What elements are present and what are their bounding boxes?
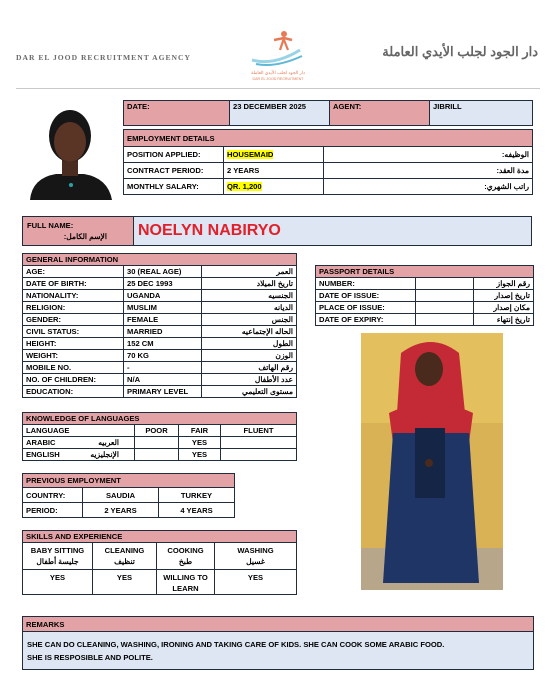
dob-value: 25 DEC 1993 <box>124 278 202 290</box>
religion-value: MUSLIM <box>124 302 202 314</box>
agent-value: JIBRILL <box>430 101 533 126</box>
remarks-table <box>22 616 534 670</box>
weight-label-ar: الوزن <box>202 350 297 362</box>
cooking-header <box>157 543 215 570</box>
poor-header: POOR <box>135 425 179 437</box>
previous-employment-table <box>22 473 235 518</box>
general-row <box>23 338 297 350</box>
contract-label: CONTRACT PERIOD: <box>124 163 224 179</box>
education-label: EDUCATION: <box>23 386 124 398</box>
passport-row <box>316 302 534 314</box>
country-1: SAUDIA <box>83 488 159 503</box>
cooking-value-line1: WILLING TO <box>163 573 208 582</box>
salary-value-text: QR. 1,200 <box>227 182 262 191</box>
full-body-photo <box>361 333 503 590</box>
logo-sub-en: DAR EL JOOD RECRUITMENT <box>252 77 304 81</box>
cooking-ar: طبخ <box>178 557 193 566</box>
languages-header-row <box>23 425 297 437</box>
contract-label-ar: مدة العقد: <box>324 163 533 179</box>
cooking-en: COOKING <box>167 546 204 555</box>
passport-number-label: NUMBER: <box>316 278 416 290</box>
dob-label-ar: تاريخ الميلاد <box>202 278 297 290</box>
washing-ar: غسيل <box>246 557 265 566</box>
name-label-ar: الإسم الكامل: <box>63 232 107 241</box>
fluent-header: FLUENT <box>221 425 297 437</box>
remarks-line-1: SHE CAN DO CLEANING, WASHING, IRONING AND TAKING CARE OF KIDS. SHE CAN COOK SOME ARABIC FOOD. <box>27 639 445 649</box>
country-row <box>23 488 235 503</box>
arabic-cell <box>23 437 135 449</box>
english-poor <box>135 449 179 461</box>
english-label-ar: الإنجليزيه <box>90 450 119 459</box>
cooking-value-line2: LEARN <box>172 584 199 593</box>
contract-value: 2 YEARS <box>224 163 324 179</box>
cleaning-header <box>93 543 157 570</box>
position-label-ar: الوظيفه: <box>324 147 533 163</box>
agency-logo <box>244 26 312 84</box>
passport-number-value <box>416 278 474 290</box>
issue-date-value <box>416 290 474 302</box>
english-label: ENGLISH <box>26 450 60 459</box>
contract-row <box>124 163 533 179</box>
portrait-photo <box>20 100 120 200</box>
general-row <box>23 266 297 278</box>
date-label: DATE: <box>124 101 230 126</box>
english-fluent <box>221 449 297 461</box>
general-row <box>23 278 297 290</box>
position-value-text: HOUSEMAID <box>227 150 274 159</box>
passport-row <box>316 290 534 302</box>
salary-label: MONTHLY SALARY: <box>124 179 224 195</box>
general-row <box>23 350 297 362</box>
employment-table <box>123 129 533 195</box>
weight-value: 70 KG <box>124 350 202 362</box>
skills-title: SKILLS AND EXPERIENCE <box>23 531 297 543</box>
fair-header: FAIR <box>179 425 221 437</box>
name-value-cell <box>133 216 532 246</box>
nationality-label: NATIONALITY: <box>23 290 124 302</box>
period-label: PERIOD: <box>23 503 83 518</box>
general-row <box>23 302 297 314</box>
period-1: 2 YEARS <box>83 503 159 518</box>
name-label: FULL NAME: <box>27 221 74 230</box>
header-divider <box>16 88 540 89</box>
arabic-poor <box>135 437 179 449</box>
date-row <box>124 101 533 126</box>
period-row <box>23 503 235 518</box>
agency-name-en: DAR EL JOOD RECRUITMENT AGENCY <box>16 53 192 62</box>
arabic-fluent <box>221 437 297 449</box>
country-2: TURKEY <box>159 488 235 503</box>
previous-title: PREVIOUS EMPLOYMENT <box>23 474 235 488</box>
passport-row <box>316 278 534 290</box>
children-label: NO. OF CHILDREN: <box>23 374 124 386</box>
gender-value: FEMALE <box>124 314 202 326</box>
washing-header <box>215 543 297 570</box>
education-value: PRIMARY LEVEL <box>124 386 202 398</box>
salary-value <box>224 179 324 195</box>
passport-number-label-ar: رقم الجواز <box>474 278 534 290</box>
lang-header: LANGUAGE <box>23 425 135 437</box>
passport-title: PASSPORT DETAILS <box>316 266 534 278</box>
gender-label-ar: الجنس <box>202 314 297 326</box>
general-row <box>23 374 297 386</box>
religion-label-ar: الديانه <box>202 302 297 314</box>
religion-label: RELIGION: <box>23 302 124 314</box>
language-row <box>23 437 297 449</box>
salary-row <box>124 179 533 195</box>
mobile-value: - <box>124 362 202 374</box>
skills-table <box>22 530 297 595</box>
baby-sitting-ar: جليسة أطفال <box>36 557 79 566</box>
general-row <box>23 362 297 374</box>
issue-place-value <box>416 302 474 314</box>
cleaning-en: CLEANING <box>104 546 145 555</box>
washing-en: WASHING <box>237 546 274 555</box>
baby-sitting-en: BABY SITTING <box>30 546 85 555</box>
top-info-table <box>123 100 533 132</box>
position-value <box>224 147 324 163</box>
date-value: 23 DECEMBER 2025 <box>230 101 330 126</box>
agent-label: AGENT: <box>330 101 430 126</box>
country-label: COUNTRY: <box>23 488 83 503</box>
civil-status-label: CIVIL STATUS: <box>23 326 124 338</box>
salary-label-ar: راتب الشهري: <box>324 179 533 195</box>
age-label-ar: العمر <box>202 266 297 278</box>
expiry-date-label: DATE OF EXPIRY: <box>316 314 416 326</box>
remarks-body <box>23 632 534 670</box>
general-title: GENERAL INFORMATION <box>23 254 297 266</box>
agency-name-ar: دار الجود لجلب الأيدي العاملة <box>382 44 538 59</box>
arabic-label-ar: العربيه <box>98 438 119 447</box>
remarks-title: REMARKS <box>23 617 534 632</box>
cleaning-value: YES <box>93 570 157 595</box>
height-value: 152 CM <box>124 338 202 350</box>
languages-table <box>22 412 297 461</box>
period-2: 4 YEARS <box>159 503 235 518</box>
expiry-date-value <box>416 314 474 326</box>
remarks-line-2: SHE IS RESPOSIBLE AND POLITE. <box>27 652 153 662</box>
general-row <box>23 386 297 398</box>
expiry-date-label-ar: تاريخ إنتهاء <box>474 314 534 326</box>
dob-label: DATE OF BIRTH: <box>23 278 124 290</box>
nationality-value: UGANDA <box>124 290 202 302</box>
nationality-label-ar: الجنسيه <box>202 290 297 302</box>
skills-header-row <box>23 543 297 570</box>
age-label: AGE: <box>23 266 124 278</box>
cleaning-ar: تنظيف <box>114 557 135 566</box>
general-row <box>23 326 297 338</box>
position-label: POSITION APPLIED: <box>124 147 224 163</box>
height-label: HEIGHT: <box>23 338 124 350</box>
full-name: NOELYN NABIRYO <box>138 222 281 239</box>
logo-sub-ar: دار الجود لجلب الأيدي العاملة <box>251 70 305 75</box>
skills-value-row <box>23 570 297 595</box>
passport-row <box>316 314 534 326</box>
children-label-ar: عدد الأطفال <box>202 374 297 386</box>
height-label-ar: الطول <box>202 338 297 350</box>
children-value: N/A <box>124 374 202 386</box>
baby-sitting-value: YES <box>23 570 93 595</box>
gender-label: GENDER: <box>23 314 124 326</box>
passport-table <box>315 265 534 326</box>
general-info-table <box>22 253 297 398</box>
civil-status-label-ar: الحاله الإجتماعيه <box>202 326 297 338</box>
mobile-label-ar: رقم الهاتف <box>202 362 297 374</box>
civil-status-value: MARRIED <box>124 326 202 338</box>
language-row <box>23 449 297 461</box>
employment-title: EMPLOYMENT DETAILS <box>124 130 533 147</box>
issue-place-label-ar: مكان إصدار <box>474 302 534 314</box>
education-label-ar: مستوى التعليمي <box>202 386 297 398</box>
general-row <box>23 290 297 302</box>
baby-sitting-header <box>23 543 93 570</box>
english-fair: YES <box>179 449 221 461</box>
issue-date-label: DATE OF ISSUE: <box>316 290 416 302</box>
arabic-fair: YES <box>179 437 221 449</box>
position-row <box>124 147 533 163</box>
issue-date-label-ar: تاريخ إصدار <box>474 290 534 302</box>
cooking-value <box>157 570 215 595</box>
english-cell <box>23 449 135 461</box>
weight-label: WEIGHT: <box>23 350 124 362</box>
languages-title: KNOWLEDGE OF LANGUAGES <box>23 413 297 425</box>
name-label-cell <box>22 216 134 246</box>
issue-place-label: PLACE OF ISSUE: <box>316 302 416 314</box>
arabic-label: ARABIC <box>26 438 56 447</box>
age-value: 30 (REAL AGE) <box>124 266 202 278</box>
washing-value: YES <box>215 570 297 595</box>
mobile-label: MOBILE NO. <box>23 362 124 374</box>
general-row <box>23 314 297 326</box>
